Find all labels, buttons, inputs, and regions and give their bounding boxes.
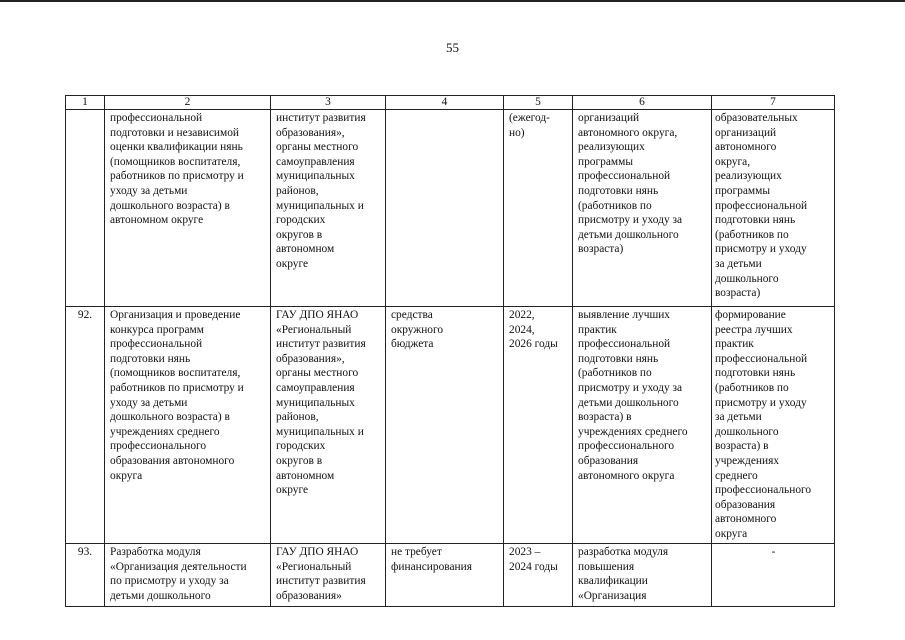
- result-cell: организаций автономного округа, реализующих программы профессиональной подготовки нянь (работников по присмотру и уходу за детьми дошкольного возраста): [573, 110, 712, 307]
- term-cell: 2022, 2024, 2026 годы: [504, 307, 573, 544]
- top-rule: [0, 0, 905, 2]
- funding-source-cell: средства окружного бюджета: [386, 307, 504, 544]
- header-col-3: 3: [271, 96, 386, 110]
- term-cell: (ежегод- но): [504, 110, 573, 307]
- indicator-cell: образовательных организаций автономного округа, реализующих программы профессиональной подготовки нянь (работников по присмотру и уходу за детьми дошкольного возраста): [712, 110, 835, 307]
- row-number: 93.: [66, 544, 105, 607]
- row-number: [66, 110, 105, 307]
- event-cell: профессиональной подготовки и независимой оценки квалификации нянь (помощников воспитателя, работников по присмотру и уходу за детьми дошкольного возраста) в автономном округе: [105, 110, 271, 307]
- header-row: [66, 96, 835, 110]
- plan-table: [65, 95, 835, 607]
- header-col-4: 4: [386, 96, 504, 110]
- table-row: [66, 307, 835, 544]
- executor-cell: ГАУ ДПО ЯНАО «Региональный институт развития образования»: [271, 544, 386, 607]
- result-cell: разработка модуля повышения квалификации «Организация: [573, 544, 712, 607]
- header-col-2: 2: [105, 96, 271, 110]
- event-cell: Разработка модуля «Организация деятельности по присмотру и уходу за детьми дошкольного: [105, 544, 271, 607]
- header-col-1: 1: [66, 96, 105, 110]
- result-cell: выявление лучших практик профессиональной подготовки нянь (работников по присмотру и уходу за детьми дошкольного возраста) в учреждениях среднего профессионального образования автономного округа: [573, 307, 712, 544]
- table-row: [66, 110, 835, 307]
- executor-cell: ГАУ ДПО ЯНАО «Региональный институт развития образования», органы местного самоуправления муниципальных районов, муниципальных и городских округов в автономном округе: [271, 307, 386, 544]
- header-col-6: 6: [573, 96, 712, 110]
- page-number: 55: [446, 40, 459, 55]
- funding-source-cell: не требует финансирования: [386, 544, 504, 607]
- indicator-cell: формирование реестра лучших практик профессиональной подготовки нянь (работников по присмотру и уходу за детьми дошкольного возраста) в учреждениях среднего профессионального образования автономного округа: [712, 307, 835, 544]
- indicator-cell: -: [712, 544, 835, 607]
- header-col-5: 5: [504, 96, 573, 110]
- row-number: 92.: [66, 307, 105, 544]
- event-cell: Организация и проведение конкурса программ профессиональной подготовки нянь (помощников воспитателя, работников по присмотру и уходу за детьми дошкольного возраста) в учреждениях среднего профессионального образования автономного округа: [105, 307, 271, 544]
- funding-source-cell: [386, 110, 504, 307]
- term-cell: 2023 – 2024 годы: [504, 544, 573, 607]
- executor-cell: институт развития образования», органы местного самоуправления муниципальных районов, муниципальных и городских округов в автономном округе: [271, 110, 386, 307]
- header-col-7: 7: [712, 96, 835, 110]
- table-row: [66, 544, 835, 607]
